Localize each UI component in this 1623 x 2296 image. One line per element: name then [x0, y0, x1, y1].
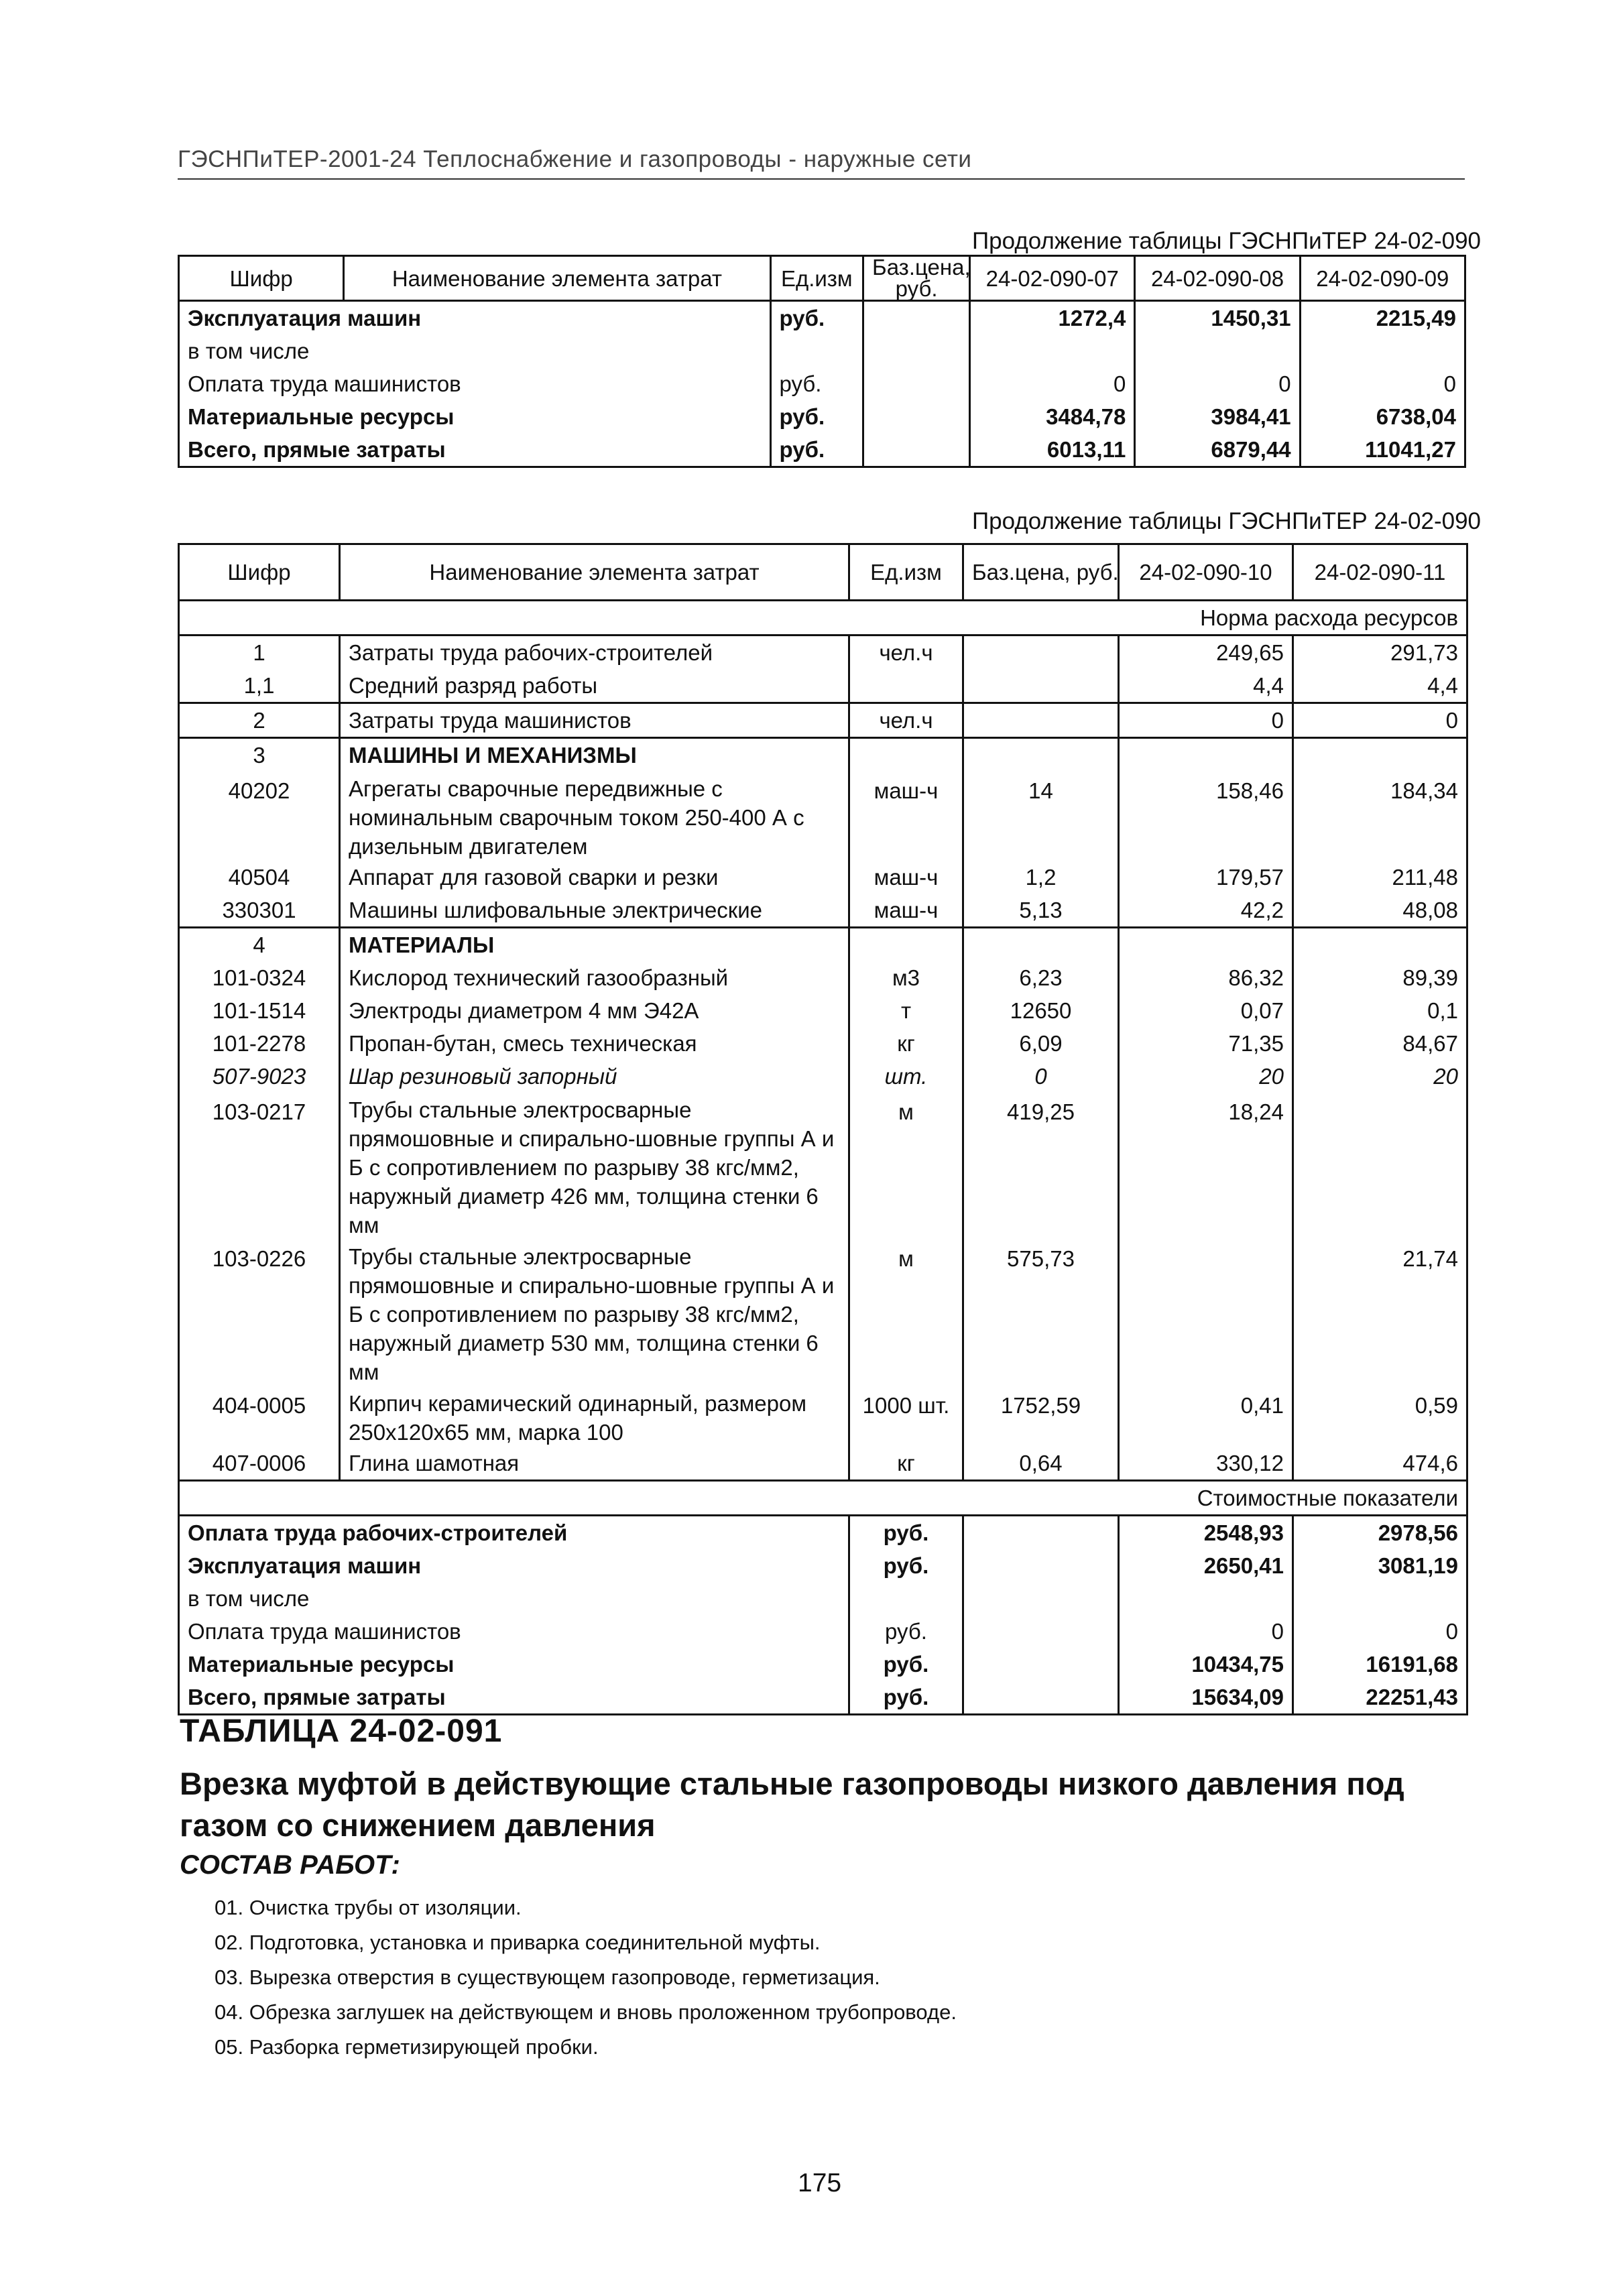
row-v1: 71,35: [1119, 1027, 1293, 1060]
row-unit: кг: [849, 1027, 963, 1060]
row-v2: 0: [1293, 703, 1467, 738]
row-v2: 211,48: [1293, 861, 1467, 894]
table2-header-row: [179, 544, 1467, 601]
cost-price: [963, 1549, 1119, 1582]
col-header-code: Шифр: [179, 544, 340, 601]
row-unit: маш-ч: [849, 894, 963, 928]
table-row: [179, 1386, 1467, 1447]
row-unit: руб.: [770, 400, 863, 433]
col-header-v3: 24-02-090-09: [1300, 256, 1465, 301]
row-unit: [849, 669, 963, 703]
row-unit: м3: [849, 961, 963, 994]
col-header-v1: 24-02-090-10: [1119, 544, 1293, 601]
row-name: МАТЕРИАЛЫ: [340, 928, 849, 962]
cost-v2: 16191,68: [1293, 1648, 1467, 1681]
cost-unit: руб.: [849, 1648, 963, 1681]
row-unit: 1000 шт.: [849, 1386, 963, 1447]
table-row: [179, 1582, 1467, 1615]
row-v2: 6879,44: [1135, 433, 1300, 467]
col-header-unit: Ед.изм: [849, 544, 963, 601]
table2-continuation-title: Продолжение таблицы ГЭСНПиТЕР 24-02-090: [972, 508, 1482, 534]
table-row: [179, 703, 1467, 738]
col-header-v2: 24-02-090-11: [1293, 544, 1467, 601]
row-unit: [770, 335, 863, 367]
row-code: 103-0217: [179, 1093, 340, 1240]
row-name: в том числе: [179, 335, 771, 367]
cost-unit: [849, 1582, 963, 1615]
row-v2: 21,74: [1293, 1240, 1467, 1386]
table-row: [179, 1615, 1467, 1648]
cost-name: Оплата труда машинистов: [179, 1615, 849, 1648]
row-code: 40202: [179, 772, 340, 861]
cost-unit: руб.: [849, 1516, 963, 1550]
row-v1: 0,41: [1119, 1386, 1293, 1447]
row-price: 1,2: [963, 861, 1119, 894]
col-header-v2: 24-02-090-08: [1135, 256, 1300, 301]
table-row: [179, 636, 1467, 670]
table-row: [179, 400, 1465, 433]
list-item: 02. Подготовка, установка и приварка соединительной муфты.: [215, 1931, 821, 1954]
row-v1: 179,57: [1119, 861, 1293, 894]
row-unit: руб.: [770, 301, 863, 335]
row-unit: м: [849, 1240, 963, 1386]
cost-v2: 2978,56: [1293, 1516, 1467, 1550]
row-name: МАШИНЫ И МЕХАНИЗМЫ: [340, 738, 849, 772]
row-price: 575,73: [963, 1240, 1119, 1386]
col-header-code: Шифр: [179, 256, 344, 301]
table-row: [179, 1447, 1467, 1481]
list-item: 05. Разборка герметизирующей пробки.: [215, 2035, 599, 2059]
row-v2: [1293, 738, 1467, 772]
row-v1: 86,32: [1119, 961, 1293, 994]
cost-unit: руб.: [849, 1681, 963, 1715]
row-name: Всего, прямые затраты: [179, 433, 771, 467]
row-name: Электроды диаметром 4 мм Э42А: [340, 994, 849, 1027]
row-v2: [1293, 1093, 1467, 1240]
row-code: 1: [179, 636, 340, 670]
table-row: [179, 772, 1467, 861]
row-code: 101-1514: [179, 994, 340, 1027]
cost-v2: 22251,43: [1293, 1681, 1467, 1715]
header-rule: [178, 178, 1465, 180]
row-v1: 42,2: [1119, 894, 1293, 928]
row-v1: 20: [1119, 1060, 1293, 1093]
row-v2: [1293, 928, 1467, 962]
row-name: Затраты труда машинистов: [340, 703, 849, 738]
row-v2: 291,73: [1293, 636, 1467, 670]
row-code: 101-0324: [179, 961, 340, 994]
col-header-unit: Ед.изм: [770, 256, 863, 301]
table-row: [179, 669, 1467, 703]
row-price: 0: [963, 1060, 1119, 1093]
row-v1: 18,24: [1119, 1093, 1293, 1240]
row-v3: 0: [1300, 367, 1465, 400]
row-code: 103-0226: [179, 1240, 340, 1386]
row-code: 4: [179, 928, 340, 962]
row-v2: 3984,41: [1135, 400, 1300, 433]
row-code: 2: [179, 703, 340, 738]
row-v1: 158,46: [1119, 772, 1293, 861]
row-unit: маш-ч: [849, 772, 963, 861]
row-unit: руб.: [770, 433, 863, 467]
row-unit: [849, 738, 963, 772]
row-price: 6,09: [963, 1027, 1119, 1060]
cost-v1: 2650,41: [1119, 1549, 1293, 1582]
row-price: [963, 703, 1119, 738]
row-v1: 330,12: [1119, 1447, 1293, 1481]
row-code: 507-9023: [179, 1060, 340, 1093]
row-v2: 0,1: [1293, 994, 1467, 1027]
col-header-name: Наименование элемента затрат: [344, 256, 770, 301]
row-code: 40504: [179, 861, 340, 894]
row-v2: 474,6: [1293, 1447, 1467, 1481]
row-v1: 6013,11: [970, 433, 1135, 467]
row-name: Оплата труда машинистов: [179, 367, 771, 400]
row-v2: 89,39: [1293, 961, 1467, 994]
row-v3: 6738,04: [1300, 400, 1465, 433]
table2: [178, 543, 1468, 1715]
cost-price: [963, 1648, 1119, 1681]
table-row: [179, 1027, 1467, 1060]
row-unit: чел.ч: [849, 703, 963, 738]
cost-header-row: [179, 1481, 1467, 1516]
list-item: 01. Очистка трубы от изоляции.: [215, 1896, 522, 1919]
row-v1: 4,4: [1119, 669, 1293, 703]
table-row: [179, 961, 1467, 994]
cost-unit: руб.: [849, 1615, 963, 1648]
row-v1: [1119, 738, 1293, 772]
table-row: [179, 894, 1467, 928]
row-code: 407-0006: [179, 1447, 340, 1481]
row-v2: 48,08: [1293, 894, 1467, 928]
row-v1: [970, 335, 1135, 367]
table-row: [179, 861, 1467, 894]
cost-v1: 2548,93: [1119, 1516, 1293, 1550]
row-v1: 249,65: [1119, 636, 1293, 670]
row-name: Пропан-бутан, смесь техническая: [340, 1027, 849, 1060]
norm-header: Норма расхода ресурсов: [179, 601, 1467, 636]
col-header-price: Баз.цена, руб.: [963, 544, 1119, 601]
cost-header: Стоимостные показатели: [179, 1481, 1467, 1516]
row-name: Затраты труда рабочих-строителей: [340, 636, 849, 670]
row-price: [963, 928, 1119, 962]
row-v3: 2215,49: [1300, 301, 1465, 335]
row-code: 1,1: [179, 669, 340, 703]
row-name: Кирпич керамический одинарный, размером 250x120x65 мм, марка 100: [340, 1386, 849, 1447]
row-price: [863, 400, 970, 433]
table-row: [179, 1681, 1467, 1715]
row-v1: [1119, 928, 1293, 962]
table-row: [179, 1516, 1467, 1550]
table-row: [179, 1648, 1467, 1681]
list-item: 04. Обрезка заглушек на действующем и вновь проложенном трубопроводе.: [215, 2000, 957, 2024]
cost-name: Материальные ресурсы: [179, 1648, 849, 1681]
works-heading: СОСТАВ РАБОТ:: [180, 1850, 400, 1880]
row-unit: чел.ч: [849, 636, 963, 670]
row-v3: [1300, 335, 1465, 367]
row-v1: 0: [1119, 703, 1293, 738]
running-header: ГЭСНПиТЕР-2001-24 Теплоснабжение и газопроводы - наружные сети: [178, 146, 972, 172]
row-name: Трубы стальные электросварные прямошовные и спирально-шовные группы А и Б с сопротивлением по разрыву 38 кгс/мм2, наружный диаметр 530 мм, толщина стенки 6 мм: [340, 1240, 849, 1386]
row-unit: маш-ч: [849, 861, 963, 894]
row-price: 12650: [963, 994, 1119, 1027]
row-v1: [1119, 1240, 1293, 1386]
row-price: [863, 335, 970, 367]
row-name: Аппарат для газовой сварки и резки: [340, 861, 849, 894]
row-v2: 184,34: [1293, 772, 1467, 861]
row-v3: 11041,27: [1300, 433, 1465, 467]
row-unit: кг: [849, 1447, 963, 1481]
table-row: [179, 994, 1467, 1027]
row-name: Эксплуатация машин: [179, 301, 771, 335]
cost-name: Оплата труда рабочих-строителей: [179, 1516, 849, 1550]
row-v2: 84,67: [1293, 1027, 1467, 1060]
table-row: [179, 1093, 1467, 1240]
row-name: Трубы стальные электросварные прямошовные и спирально-шовные группы А и Б с сопротивлением по разрыву 38 кгс/мм2, наружный диаметр 426 мм, толщина стенки 6 мм: [340, 1093, 849, 1240]
row-name: Материальные ресурсы: [179, 400, 771, 433]
row-v2: 20: [1293, 1060, 1467, 1093]
row-price: [963, 636, 1119, 670]
row-v2: [1135, 335, 1300, 367]
cost-price: [963, 1516, 1119, 1550]
row-v1: 3484,78: [970, 400, 1135, 433]
row-price: [863, 433, 970, 467]
row-price: [863, 301, 970, 335]
row-price: 6,23: [963, 961, 1119, 994]
table1-continuation-title: Продолжение таблицы ГЭСНПиТЕР 24-02-090: [972, 228, 1482, 254]
row-name: Глина шамотная: [340, 1447, 849, 1481]
cost-v2: [1293, 1582, 1467, 1615]
cost-price: [963, 1681, 1119, 1715]
row-v2: 0,59: [1293, 1386, 1467, 1447]
row-name: Агрегаты сварочные передвижные с номинальным сварочным током 250-400 А с дизельным двигателем: [340, 772, 849, 861]
row-unit: м: [849, 1093, 963, 1240]
table-row: [179, 1549, 1467, 1582]
table-row: [179, 335, 1465, 367]
cost-price: [963, 1615, 1119, 1648]
table1: [178, 255, 1466, 468]
row-code: 330301: [179, 894, 340, 928]
cost-unit: руб.: [849, 1549, 963, 1582]
cost-name: в том числе: [179, 1582, 849, 1615]
row-unit: шт.: [849, 1060, 963, 1093]
row-code: 404-0005: [179, 1386, 340, 1447]
row-v2: 4,4: [1293, 669, 1467, 703]
row-name: Кислород технический газообразный: [340, 961, 849, 994]
row-unit: [849, 928, 963, 962]
row-price: [963, 669, 1119, 703]
cost-v1: 10434,75: [1119, 1648, 1293, 1681]
col-header-v1: 24-02-090-07: [970, 256, 1135, 301]
row-name: Средний разряд работы: [340, 669, 849, 703]
row-v1: 0,07: [1119, 994, 1293, 1027]
table-row: [179, 433, 1465, 467]
row-price: 0,64: [963, 1447, 1119, 1481]
cost-name: Всего, прямые затраты: [179, 1681, 849, 1715]
row-code: 101-2278: [179, 1027, 340, 1060]
cost-price: [963, 1582, 1119, 1615]
row-name: Машины шлифовальные электрические: [340, 894, 849, 928]
row-unit: руб.: [770, 367, 863, 400]
works-list: [215, 1890, 957, 2065]
row-name: Шар резиновый запорный: [340, 1060, 849, 1093]
row-price: 1752,59: [963, 1386, 1119, 1447]
row-v1: 1272,4: [970, 301, 1135, 335]
cost-v2: 0: [1293, 1615, 1467, 1648]
row-v2: 0: [1135, 367, 1300, 400]
row-price: 14: [963, 772, 1119, 861]
section-title: ТАБЛИЦА 24-02-091: [180, 1713, 503, 1749]
col-header-name: Наименование элемента затрат: [340, 544, 849, 601]
norm-header-row: [179, 601, 1467, 636]
cost-v1: [1119, 1582, 1293, 1615]
cost-v1: 15634,09: [1119, 1681, 1293, 1715]
col-header-price: Баз.цена, руб.: [863, 256, 970, 301]
table-row: [179, 367, 1465, 400]
table-row: [179, 301, 1465, 335]
row-price: [863, 367, 970, 400]
table-row: [179, 928, 1467, 962]
row-v1: 0: [970, 367, 1135, 400]
row-price: 419,25: [963, 1093, 1119, 1240]
table1-header-row: [179, 256, 1465, 301]
table-row: [179, 738, 1467, 772]
row-unit: т: [849, 994, 963, 1027]
row-price: 5,13: [963, 894, 1119, 928]
row-code: 3: [179, 738, 340, 772]
section-subtitle: Врезка муфтой в действующие стальные газопроводы низкого давления под газом со снижением давления: [180, 1766, 1404, 1843]
page-number: 175: [798, 2169, 842, 2197]
cost-name: Эксплуатация машин: [179, 1549, 849, 1582]
row-price: [963, 738, 1119, 772]
table-row: [179, 1240, 1467, 1386]
cost-v2: 3081,19: [1293, 1549, 1467, 1582]
table-row: [179, 1060, 1467, 1093]
cost-v1: 0: [1119, 1615, 1293, 1648]
row-v2: 1450,31: [1135, 301, 1300, 335]
list-item: 03. Вырезка отверстия в существующем газопроводе, герметизация.: [215, 1966, 880, 1989]
